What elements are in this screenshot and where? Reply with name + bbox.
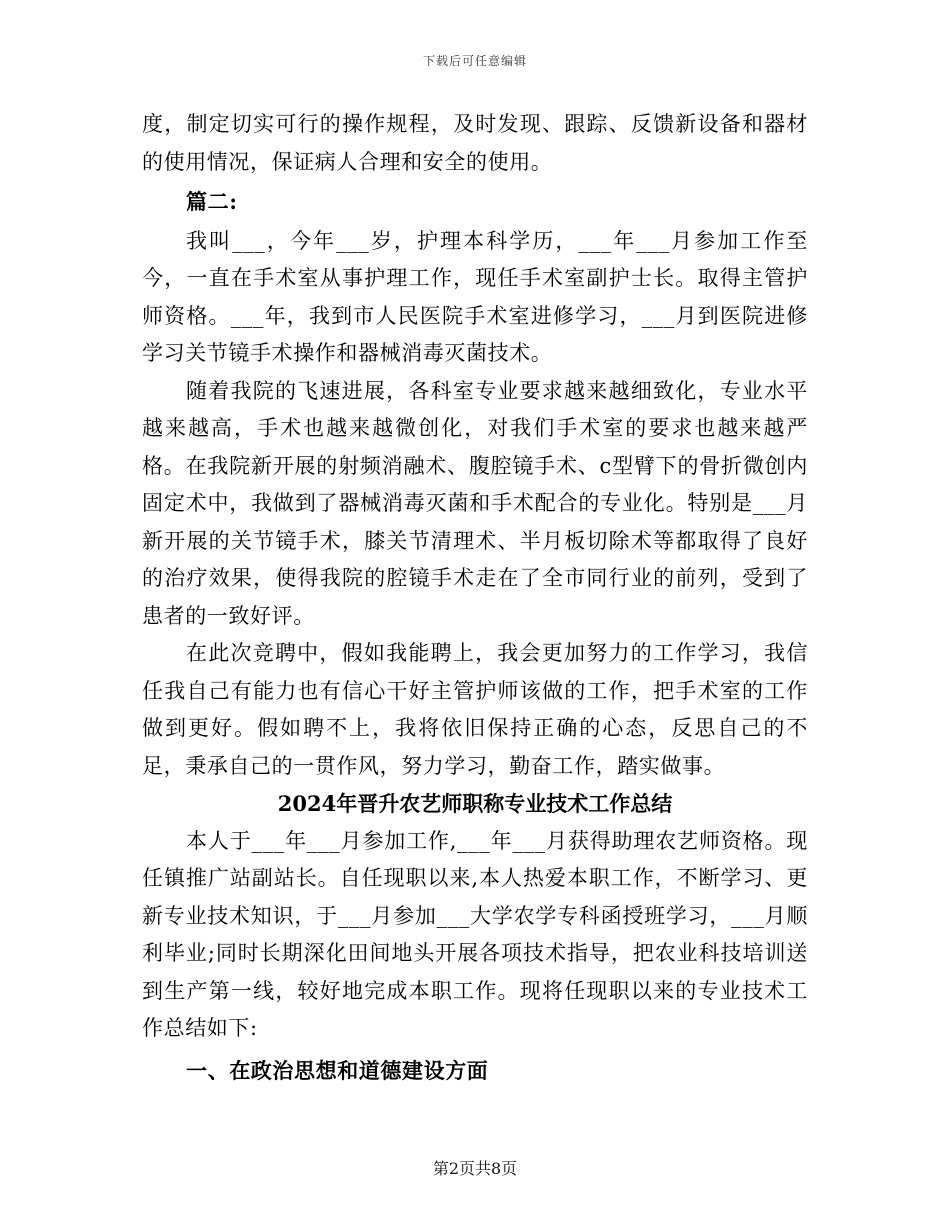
section-heading: 一、在政治思想和道德建设方面: [186, 1057, 489, 1083]
paragraph-continuation: 度，制定切实可行的操作规程，及时发现、跟踪、反馈新设备和器材的使用情况，保证病人合理和安全的使用。: [142, 112, 808, 174]
header-note: 下载后可任意编辑: [422, 54, 527, 68]
paragraph-competition: 在此次竞聘中，假如我能聘上，我会更加努力的工作学习，我信任我自己有能力也有信心干好主管护师该做的工作，把手术室的工作做到更好。假如聘不上，我将依旧保持正确的心态，反思自己的不足，秉承自己的一贯作风，努力学习，勤奋工作，踏实做事。: [142, 641, 808, 778]
part-heading: 篇二:: [186, 189, 238, 214]
page-number: 第2页共8页: [432, 1159, 518, 1178]
paragraph-summary-intro: 本人于___年___月参加工作,___年___月获得助理农艺师资格。现任镇推广站副站长。自任现职以来,本人热爱本职工作，不断学习、更新专业技术知识，于___月参加___大学农学专科函授班学习，___月顺利毕业;同时长期深化田间地头开展各项技术指导，把农业科技培训送到生产第一线，较好地完成本职工作。现将任现职以来的专业技术工作总结如下:: [142, 828, 808, 1040]
paragraph-development: 随着我院的飞速进展，各科室专业要求越来越细致化，专业水平越来越高，手术也越来越微创化，对我们手术室的要求也越来越严格。在我院新开展的射频消融术、腹腔镜手术、c型臂下的骨折微创内固定术中，我做到了器械消毒灭菌和手术配合的专业化。特别是___月新开展的关节镜手术，膝关节清理术、半月板切除术等都取得了良好的治疗效果，使得我院的腔镜手术走在了全市同行业的前列，受到了患者的一致好评。: [142, 378, 808, 628]
document-title: 2024年晋升农艺师职称专业技术工作总结: [277, 791, 673, 816]
paragraph-intro: 我叫___，今年___岁，护理本科学历，___年___月参加工作至今，一直在手术室从事护理工作，现任手术室副护士长。取得主管护师资格。___年，我到市人民医院手术室进修学习，___月到医院进修学习关节镜手术操作和器械消毒灭菌技术。: [142, 228, 808, 365]
document-body: [142, 106, 808, 1089]
